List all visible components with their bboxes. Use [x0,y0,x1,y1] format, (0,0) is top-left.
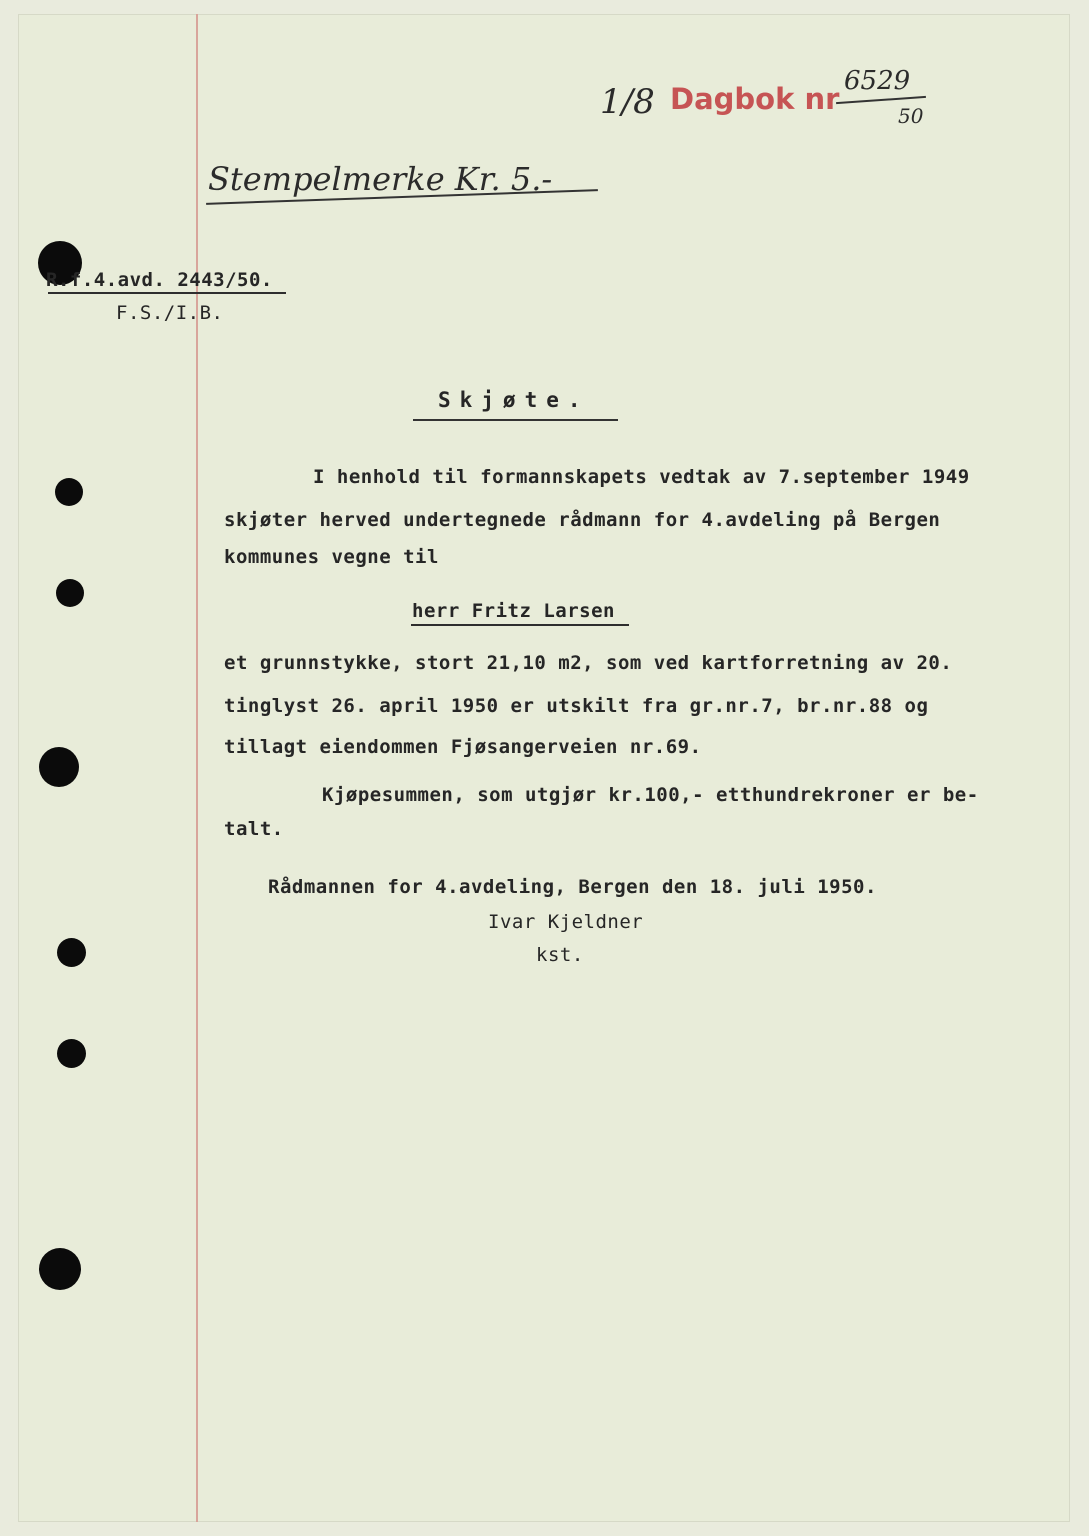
document-title: Skjøte. [438,388,590,412]
signer-title: kst. [536,944,584,966]
recipient-name: herr Fritz Larsen [412,600,615,622]
punch-hole [57,938,86,967]
initials: F.S./I.B. [116,302,224,324]
dagbok-stamp: Dagbok nr [670,82,840,116]
body-line: kommunes vegne til [224,546,439,568]
stamp-duty-note: Stempelmerke Kr. 5.- [208,160,553,198]
punch-hole [57,1039,86,1068]
case-number-underline [48,292,286,294]
body-line: talt. [224,818,284,840]
signer-name: Ivar Kjeldner [488,911,644,933]
punch-hole [55,478,83,506]
title-underline [413,419,618,421]
body-line: tillagt eiendommen Fjøsangerveien nr.69. [224,736,702,758]
punch-hole [56,579,84,607]
paper-sheet [18,14,1070,1522]
body-line: tinglyst 26. april 1950 er utskilt fra gr.nr.7, br.nr.88 og [224,695,929,717]
body-line: Kjøpesummen, som utgjør kr.100,- etthundrekroner er be- [322,784,979,806]
place-date-line: Rådmannen for 4.avdeling, Bergen den 18. juli 1950. [268,876,877,898]
punch-hole [39,1248,81,1290]
margin-line [196,14,198,1522]
date-note: 1/8 [600,82,655,122]
year-note: 50 [898,104,924,128]
recipient-underline [411,624,629,626]
body-line: skjøter herved undertegnede rådmann for 4.avdeling på Bergen [224,509,941,531]
case-number: R.f.4.avd. 2443/50. [46,269,273,291]
punch-hole [39,747,79,787]
dagbok-number: 6529 [844,66,911,96]
body-line: et grunnstykke, stort 21,10 m2, som ved kartforretning av 20. [224,652,953,674]
body-line: I henhold til formannskapets vedtak av 7.september 1949 [313,466,970,488]
